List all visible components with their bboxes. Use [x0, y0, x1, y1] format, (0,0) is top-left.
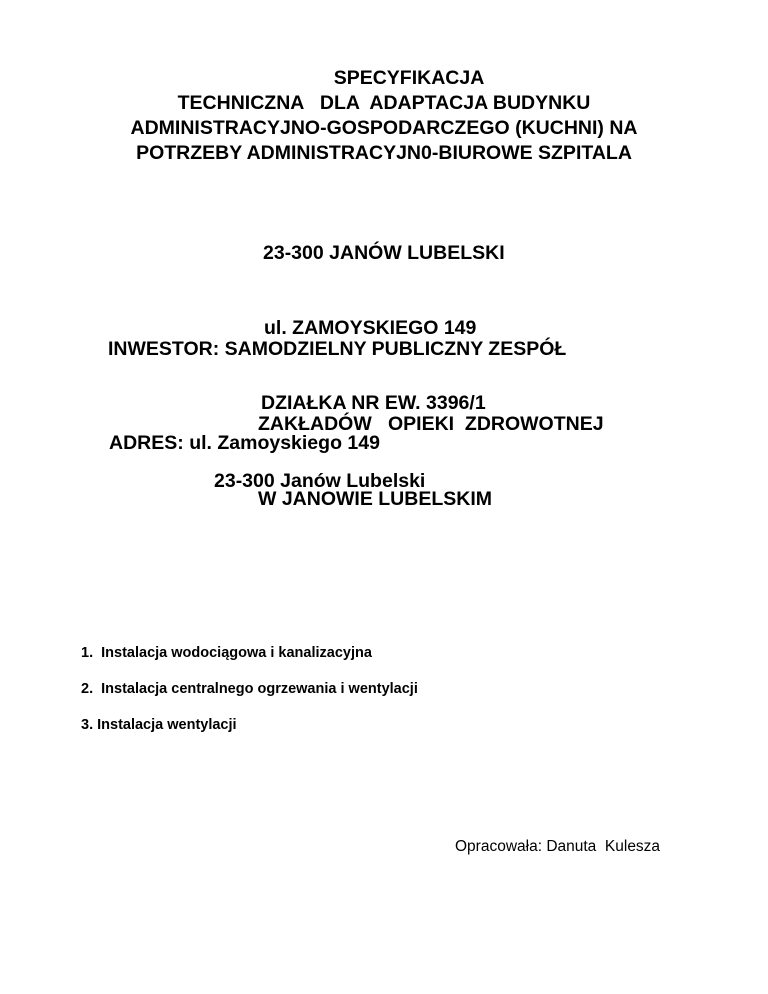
list-item: 2. Instalacja centralnego ogrzewania i wentylacji	[81, 681, 418, 697]
investor-block	[108, 287, 604, 562]
title-line-1: SPECYFIKACJA	[333, 67, 485, 89]
author-signature: Opracowała: Danuta Kulesza	[455, 838, 661, 855]
address-city: 23-300 Janów Lubelski	[214, 470, 426, 492]
contents-list	[81, 644, 418, 752]
list-item: 1. Instalacja wodociągowa i kanalizacyjna	[81, 645, 372, 661]
document-title	[0, 66, 768, 166]
address-label: ADRES:	[109, 432, 184, 454]
investor-line-1: SAMODZIELNY PUBLICZNY ZESPÓŁ	[224, 338, 567, 360]
investor-label: INWESTOR:	[108, 338, 220, 360]
title-line-2: TECHNICZNA DLA ADAPTACJA BUDYNKU	[177, 92, 591, 114]
title-line-4: POTRZEBY ADMINISTRACYJN0-BIUROWE SZPITALA	[136, 142, 632, 164]
investor-line-3: W JANOWIE LUBELSKIM	[258, 488, 492, 510]
location-postal-city: 23-300 JANÓW LUBELSKI	[263, 242, 505, 264]
location-plot: DZIAŁKA NR EW. 3396/1	[261, 392, 486, 414]
address-street: ul. Zamoyskiego 149	[189, 432, 380, 454]
address-line	[109, 431, 380, 456]
title-line-3: ADMINISTRACYJNO-GOSPODARCZEGO (KUCHNI) NA	[130, 117, 638, 139]
location-street: ul. ZAMOYSKIEGO 149	[264, 317, 477, 339]
list-item: 3. Instalacja wentylacji	[81, 717, 237, 733]
investor-line-2: ZAKŁADÓW OPIEKI ZDROWOTNEJ	[258, 413, 604, 435]
